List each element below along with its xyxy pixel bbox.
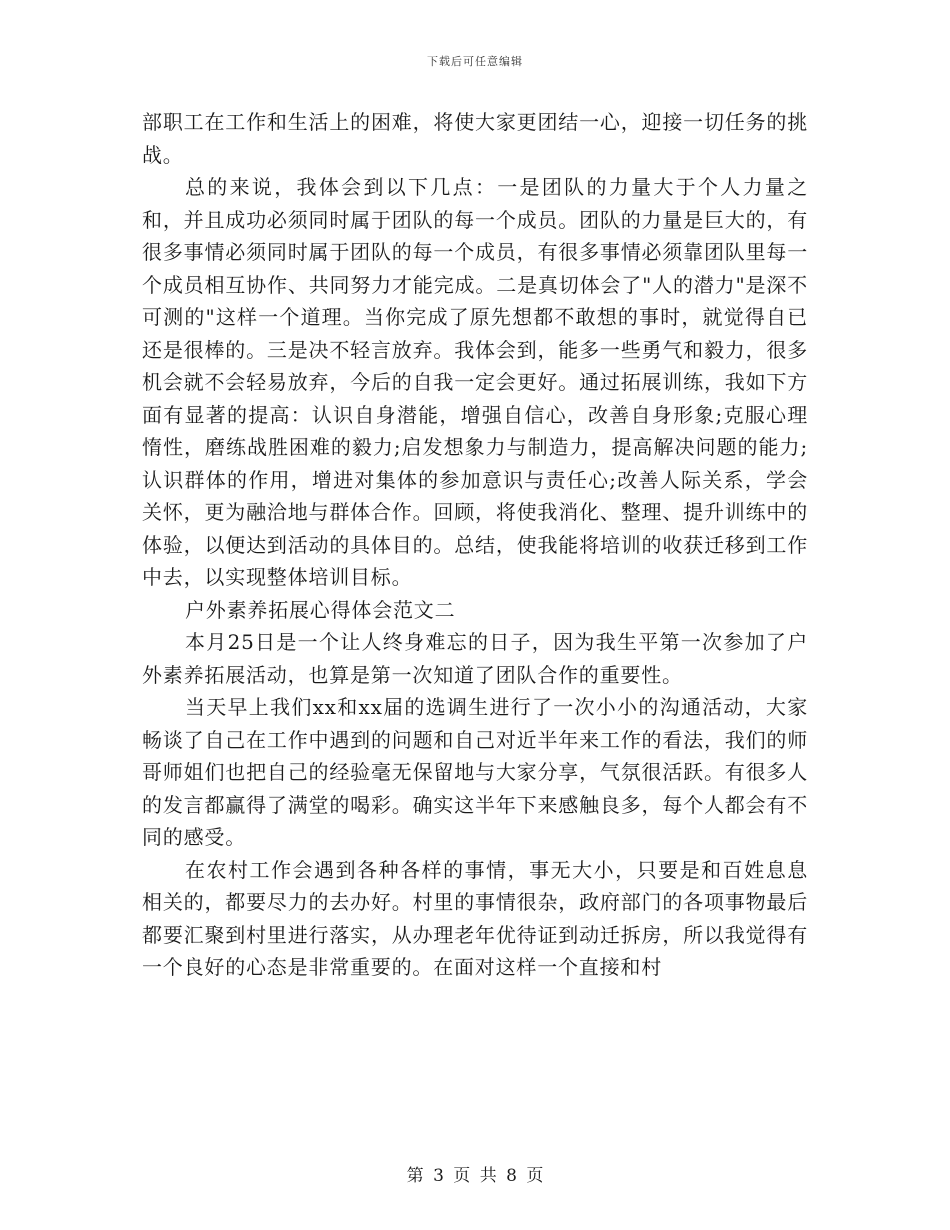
paragraph-2: 总的来说，我体会到以下几点：一是团队的力量大于个人力量之和，并且成功必须同时属于团队的每一个成员。团队的力量是巨大的，有很多事情必须同时属于团队的每一个成员，有很多事情必须靠团队里每一个成员相互协作、共同努力才能完成。二是真切体会了"人的潜力"是深不可测的"这样一个道理。当你完成了原先想都不敢想的事时，就觉得自已还是很棒的。三是决不轻言放弃。我体会到，能多一些勇气和毅力，很多机会就不会轻易放弃，今后的自我一定会更好。通过拓展训练，我如下方面有显著的提高：认识自身潜能，增强自信心，改善自身形象;克服心理惰性，磨练战胜困难的毅力;启发想象力与制造力，提高解决问题的能力;认识群体的作用，增进对集体的参加意识与责任心;改善人际关系，学会关怀，更为融洽地与群体合作。回顾，将使我消化、整理、提升训练中的体验，以便达到活动的具体目的。总结，使我能将培训的收获迁移到工作中去，以实现整体培训目标。: [142, 175, 808, 589]
paragraph-5: 在农村工作会遇到各种各样的事情，事无大小，只要是和百姓息息相关的，都要尽力的去办好。村里的事情很杂，政府部门的各项事物最后都要汇聚到村里进行落实，从办理老年优待证到动迁拆房，所以我觉得有一个良好的心态是非常重要的。在面对这样一个直接和村: [142, 857, 808, 979]
paragraph-4: 当天早上我们xx和xx届的选调生进行了一次小小的沟通活动，大家畅谈了自己在工作中遇到的问题和自己对近半年来工作的看法，我们的师哥师姐们也把自己的经验毫无保留地与大家分享，气氛很活跃。有很多人的发言都赢得了满堂的喝彩。确实这半年下来感触良多，每个人都会有不同的感受。: [142, 695, 808, 849]
page-number-footer: 第 3 页 共 8 页: [406, 1166, 544, 1186]
paragraph-1: 部职工在工作和生活上的困难，将使大家更团结一心，迎接一切任务的挑战。: [142, 110, 808, 167]
paragraph-3: 本月25日是一个让人终身难忘的日子，因为我生平第一次参加了户外素养拓展活动，也算是第一次知道了团队合作的重要性。: [142, 630, 808, 687]
document-body: [142, 106, 808, 984]
section-title: 户外素养拓展心得体会范文二: [185, 597, 456, 622]
page-header: 下载后可任意编辑: [427, 55, 523, 68]
